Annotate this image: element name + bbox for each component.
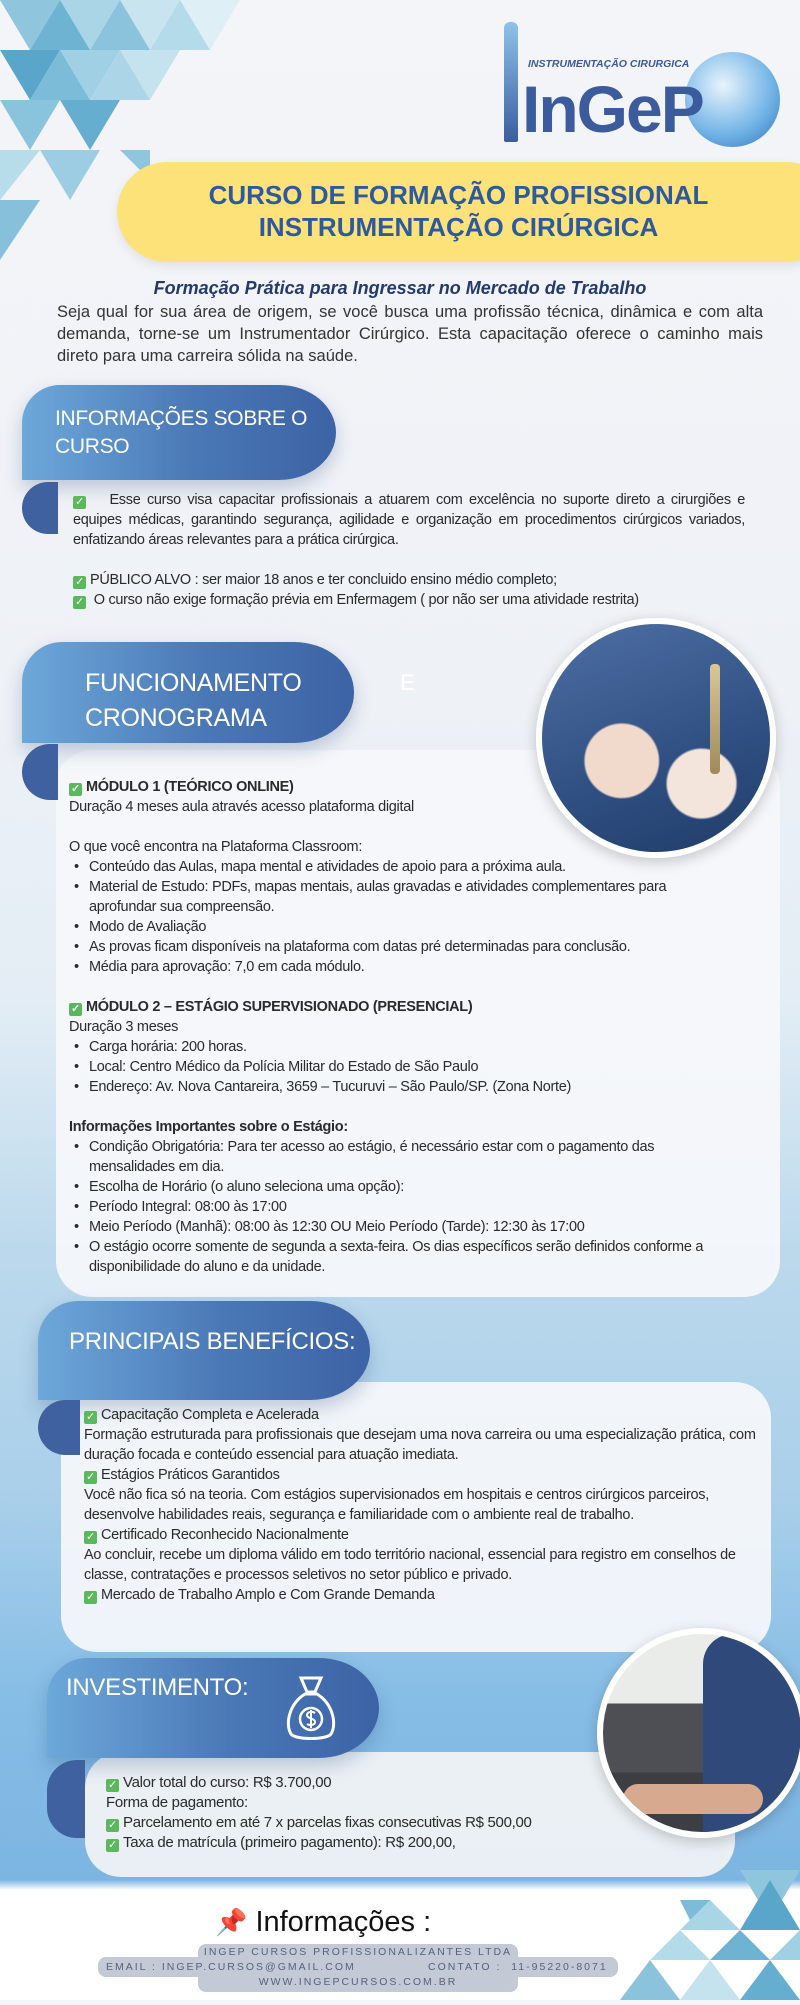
- check-icon: ✓: [106, 1839, 119, 1852]
- logo-name: InGeP: [522, 72, 703, 146]
- info-target-audience: PÚBLICO ALVO : ser maior 18 anos e ter concluido ensino médio completo;: [90, 572, 557, 588]
- info-section-tab: [22, 482, 58, 534]
- benefits-content: [84, 1405, 764, 1605]
- ingep-logo: [500, 22, 780, 147]
- tab-benefits: [38, 1400, 80, 1455]
- schedule-section-title-line1: FUNCIONAMENTO: [85, 669, 302, 697]
- module1-item: • Modo de Avaliação: [69, 917, 729, 937]
- module2-duration: Duração 3 meses: [69, 1019, 179, 1035]
- internship-item: • Meio Período (Manhã): 08:00 às 12:30 OU Meio Período (Tarde): 12:30 às 17:00: [69, 1217, 729, 1237]
- internship-item: • O estágio ocorre somente de segunda a sexta-feira. Os dias específicos serão definidos conforme a disponibilidade do aluno e da unidade.: [69, 1237, 729, 1277]
- info-section-header: [22, 385, 336, 480]
- schedule-section-header: [22, 642, 354, 743]
- check-icon: ✓: [69, 1003, 82, 1016]
- module1-platform: O que você encontra na Plataforma Classroom:: [69, 839, 363, 855]
- module1-item: • Material de Estudo: PDFs, mapas mentais, aulas gravadas e atividades complementares para aprofundar sua compreensão.: [69, 877, 729, 917]
- benefit-text: Ao concluir, recebe um diploma válido em todo território nacional, essencial para registro em conselhos de classe, contratações e processos seletivos no setor público e privado.: [84, 1547, 736, 1583]
- schedule-content: [69, 777, 729, 1277]
- investment-enrollment-fee: Taxa de matrícula (primeiro pagamento): R$ 200,00,: [123, 1834, 456, 1851]
- internship-item: • Período Integral: 08:00 às 17:00: [69, 1197, 729, 1217]
- module2-item: • Carga horária: 200 horas.: [69, 1037, 729, 1057]
- benefit-heading: Estágios Práticos Garantidos: [101, 1467, 280, 1483]
- module1-title: MÓDULO 1 (TEÓRICO ONLINE): [86, 779, 294, 795]
- internship-info-title: Informações Importantes sobre o Estágio:: [69, 1119, 348, 1135]
- benefit-heading: Certificado Reconhecido Nacionalmente: [101, 1527, 349, 1543]
- check-icon: ✓: [106, 1819, 119, 1832]
- info-description: Esse curso visa capacitar profissionais a atuarem com excelência no suporte direto a cirurgiões e equipes médicas, garantindo segurança, agilidade e organização em procedimentos cirúrgicos variados, enfatizando áreas relevantes para a prática cirúrgica.: [73, 492, 746, 548]
- benefits-section-header: [38, 1301, 370, 1400]
- internship-item: • Condição Obrigatória: Para ter acesso ao estágio, é necessário estar com o pagamento das mensalidades em dia.: [69, 1137, 729, 1177]
- payment-label: Forma de pagamento:: [106, 1794, 248, 1811]
- check-icon: ✓: [69, 783, 82, 796]
- info-requirement: O curso não exige formação prévia em Enfermagem ( por não ser uma atividade restrita): [93, 592, 639, 608]
- pushpin-icon: 📌: [215, 1907, 248, 1937]
- investment-total: Valor total do curso: R$ 3.700,00: [123, 1774, 332, 1791]
- footer-company: INGEP CURSOS PROFISSIONALIZANTES LTDA: [203, 1946, 513, 1958]
- course-title-line1: CURSO DE FORMAÇÃO PROFISSIONAL: [208, 180, 709, 210]
- module1-item: • As provas ficam disponíveis na plataforma com datas pré determinadas para conclusão.: [69, 937, 729, 957]
- investment-installments: Parcelamento em até 7 x parcelas fixas consecutivas R$ 500,00: [123, 1814, 532, 1831]
- check-icon: ✓: [84, 1531, 97, 1544]
- benefit-text: Formação estruturada para profissionais que desejam uma nova carreira ou uma especialização prática, com duração focada e conteúdo essencial para atuação imediata.: [84, 1427, 756, 1463]
- logo-tagline: INSTRUMENTAÇÃO CIRURGICA: [528, 58, 690, 70]
- module1-item: • Conteúdo das Aulas, mapa mental e atividades de apoio para a próxima aula.: [69, 857, 729, 877]
- tab-schedule: [22, 744, 58, 800]
- module1-item: • Média para aprovação: 7,0 em cada módulo.: [69, 957, 729, 977]
- investment-section-header: [47, 1658, 379, 1758]
- internship-item: • Escolha de Horário (o aluno seleciona uma opção):: [69, 1177, 729, 1197]
- module1-duration: Duração 4 meses aula através acesso plataforma digital: [69, 799, 414, 815]
- check-icon: ✓: [73, 596, 86, 609]
- module2-item: • Local: Centro Médico da Polícia Militar do Estado de São Paulo: [69, 1057, 729, 1077]
- investment-section-title: INVESTIMENTO:: [66, 1674, 249, 1701]
- intro-subtitle: Formação Prática para Ingressar no Mercado de Trabalho: [153, 278, 647, 298]
- schedule-section-title-line2: CRONOGRAMA: [85, 704, 267, 732]
- check-icon: ✓: [73, 496, 86, 509]
- tab-investment: [47, 1760, 85, 1838]
- check-icon: ✓: [106, 1779, 119, 1792]
- module2-title: MÓDULO 2 – ESTÁGIO SUPERVISIONADO (PRESENCIAL): [86, 999, 473, 1015]
- check-icon: ✓: [84, 1591, 97, 1604]
- benefit-heading: Capacitação Completa e Acelerada: [101, 1407, 319, 1423]
- footer-title: Informações :: [255, 1906, 432, 1938]
- footer-website[interactable]: WWW.INGEPCURSOS.COM.BR: [258, 1976, 458, 1988]
- check-icon: ✓: [84, 1471, 97, 1484]
- footer-contact: CONTATO : 11-95220-8071: [428, 1961, 608, 1973]
- decorative-triangles-bottom: [620, 1860, 800, 2000]
- info-content: [73, 490, 745, 610]
- course-title-line2: INSTRUMENTAÇÃO CIRÚRGICA: [258, 212, 659, 242]
- module2-item: • Endereço: Av. Nova Cantareira, 3659 – Tucuruvi – São Paulo/SP. (Zona Norte): [69, 1077, 729, 1097]
- schedule-title-e: E: [400, 670, 415, 695]
- check-icon: ✓: [84, 1411, 97, 1424]
- money-bag-icon: [283, 1674, 339, 1744]
- benefit-text: Você não fica só na teoria. Com estágios supervisionados em hospitais e centros cirúrgicos parceiros, desenvolve habilidades reais, segurança e familiaridade com o ambiente real de trabalho.: [84, 1487, 709, 1523]
- investment-content: [106, 1773, 706, 1853]
- footer-email: EMAIL : INGEP.CURSOS@GMAIL.COM: [106, 1961, 356, 1973]
- footer-info-heading: [215, 1904, 431, 1940]
- benefit-heading: Mercado de Trabalho Amplo e Com Grande Demanda: [101, 1587, 435, 1603]
- intro-text: Seja qual for sua área de origem, se você busca uma profissão técnica, dinâmica e com alta demanda, torne-se um Instrumentador Cirúrgico. Esta capacitação oferece o caminho mais direto para uma carreira sólida na saúde.: [57, 303, 763, 365]
- benefits-section-title: PRINCIPAIS BENEFÍCIOS:: [69, 1328, 356, 1355]
- info-section-title: INFORMAÇÕES SOBRE O CURSO: [55, 407, 308, 458]
- check-icon: ✓: [73, 576, 86, 589]
